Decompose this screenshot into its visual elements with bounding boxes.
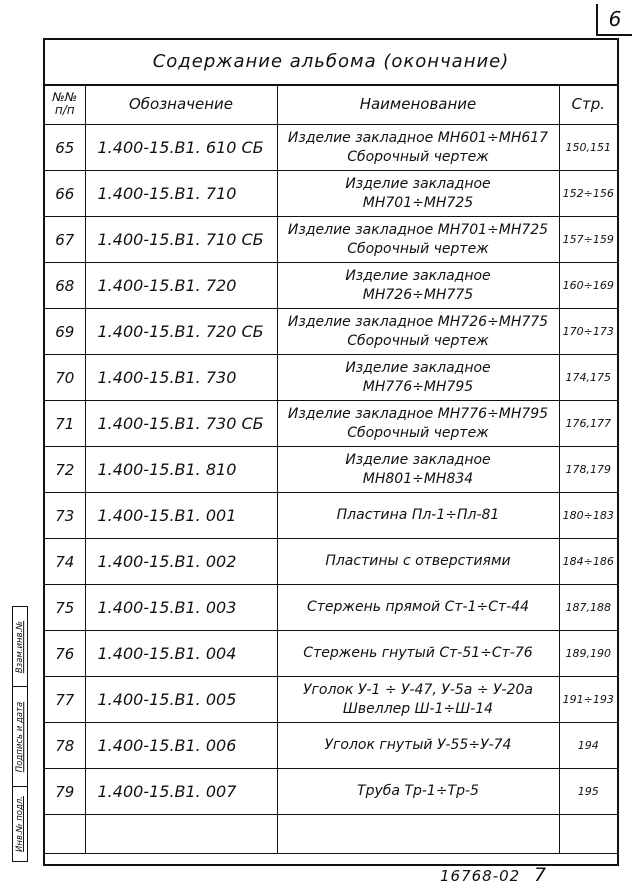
row-page: 174,175: [559, 355, 617, 401]
row-page: 157÷159: [559, 217, 617, 263]
empty-cell: [85, 815, 277, 854]
row-designation: 1.400-15.В1. 004: [85, 631, 277, 677]
row-number: 67: [45, 217, 85, 263]
row-name-line1: Труба Тр-1÷Тр-5: [357, 783, 479, 799]
stamp-cell-original: [13, 787, 27, 860]
row-designation: 1.400-15.В1. 005: [85, 677, 277, 723]
row-page: 191÷193: [559, 677, 617, 723]
table-row: [45, 125, 617, 171]
row-designation: 1.400-15.В1. 002: [85, 539, 277, 585]
row-name-line1: Уголок У-1 ÷ У-47, У-5а ÷ У-20а: [303, 681, 533, 698]
row-name: [277, 539, 559, 585]
header-num: №№ п/п: [45, 84, 85, 125]
row-number: 76: [45, 631, 85, 677]
row-page: 187,188: [559, 585, 617, 631]
table-row: [45, 493, 617, 539]
row-name-line1: Изделие закладное: [345, 267, 491, 284]
row-name: [277, 401, 559, 447]
empty-cell: [559, 815, 617, 854]
row-page: 194: [559, 723, 617, 769]
row-name-line2: МН776÷МН795: [362, 378, 474, 395]
album-title: Содержание альбома (окончание): [45, 40, 617, 86]
contents-table: [45, 84, 617, 854]
row-designation: 1.400-15.В1. 730 СБ: [85, 401, 277, 447]
header-page: Стр.: [559, 84, 617, 125]
row-name-line1: Уголок гнутый У-55÷У-74: [324, 737, 512, 753]
row-number: 71: [45, 401, 85, 447]
table-row: [45, 585, 617, 631]
document-number: [440, 864, 547, 886]
table-row: [45, 769, 617, 815]
header-row: [45, 84, 617, 125]
row-name-line1: Изделие закладное МН726÷МН775: [287, 313, 549, 330]
row-name: [277, 125, 559, 171]
row-page: 160÷169: [559, 263, 617, 309]
table-row: [45, 217, 617, 263]
row-number: 68: [45, 263, 85, 309]
side-stamp: [12, 606, 28, 862]
row-name-line1: Изделие закладное МН701÷МН725: [287, 221, 549, 238]
row-name-line2: Сборочный чертеж: [347, 148, 489, 165]
empty-table-row: [45, 815, 617, 854]
row-designation: 1.400-15.В1. 730: [85, 355, 277, 401]
row-number: 69: [45, 309, 85, 355]
table-row: [45, 631, 617, 677]
row-name-line2: МН801÷МН834: [362, 470, 474, 487]
row-page: 150,151: [559, 125, 617, 171]
row-number: 72: [45, 447, 85, 493]
page-number: 6: [596, 4, 632, 36]
row-designation: 1.400-15.В1. 003: [85, 585, 277, 631]
row-page: 180÷183: [559, 493, 617, 539]
row-number: 66: [45, 171, 85, 217]
row-name-line2: Сборочный чертеж: [347, 240, 489, 257]
row-name: [277, 493, 559, 539]
row-designation: 1.400-15.В1. 710 СБ: [85, 217, 277, 263]
row-designation: 1.400-15.В1. 710: [85, 171, 277, 217]
row-designation: 1.400-15.В1. 006: [85, 723, 277, 769]
row-designation: 1.400-15.В1. 720 СБ: [85, 309, 277, 355]
row-name-line2: Сборочный чертеж: [347, 332, 489, 349]
row-name-line1: Изделие закладное: [345, 175, 491, 192]
empty-cell: [45, 815, 85, 854]
document-code: 16768-02: [440, 867, 521, 885]
empty-cell: [277, 815, 559, 854]
table-row: [45, 309, 617, 355]
table-row: [45, 171, 617, 217]
row-name: [277, 769, 559, 815]
stamp-label-original: Инв.№ подл.: [15, 795, 26, 852]
table-row: [45, 677, 617, 723]
row-name-line1: Изделие закладное: [345, 359, 491, 376]
row-designation: 1.400-15.В1. 720: [85, 263, 277, 309]
table-row: [45, 447, 617, 493]
row-name-line2: МН726÷МН775: [362, 286, 474, 303]
table-row: [45, 723, 617, 769]
contents-frame: [43, 38, 619, 866]
row-designation: 1.400-15.В1. 810: [85, 447, 277, 493]
table-row: [45, 355, 617, 401]
sheet-number: 7: [534, 864, 548, 886]
row-designation: 1.400-15.В1. 001: [85, 493, 277, 539]
row-name-line2: МН701÷МН725: [362, 194, 474, 211]
header-name: Наименование: [277, 84, 559, 125]
table-row: [45, 539, 617, 585]
row-page: 184÷186: [559, 539, 617, 585]
row-name-line1: Стержень прямой Ст-1÷Ст-44: [306, 599, 530, 615]
row-number: 78: [45, 723, 85, 769]
row-designation: 1.400-15.В1. 007: [85, 769, 277, 815]
row-name-line1: Стержень гнутый Ст-51÷Ст-76: [303, 645, 533, 661]
table-row: [45, 401, 617, 447]
row-page: 176,177: [559, 401, 617, 447]
row-name-line1: Пластина Пл-1÷Пл-81: [336, 507, 500, 523]
row-page: 195: [559, 769, 617, 815]
row-number: 77: [45, 677, 85, 723]
row-page: 178,179: [559, 447, 617, 493]
stamp-cell-replacement: [13, 607, 27, 687]
row-name-line1: Изделие закладное: [345, 451, 491, 468]
table-row: [45, 263, 617, 309]
row-number: 65: [45, 125, 85, 171]
stamp-label-replacement: Взам.инв.№: [15, 620, 25, 673]
row-name: [277, 585, 559, 631]
row-name: [277, 355, 559, 401]
row-number: 79: [45, 769, 85, 815]
row-name: [277, 447, 559, 493]
row-name-line1: Изделие закладное МН776÷МН795: [287, 405, 549, 422]
row-name-line2: Швеллер Ш-1÷Ш-14: [342, 700, 494, 717]
row-page: 152÷156: [559, 171, 617, 217]
row-name: [277, 677, 559, 723]
row-name: [277, 309, 559, 355]
row-number: 75: [45, 585, 85, 631]
row-name-line1: Изделие закладное МН601÷МН617: [287, 129, 549, 146]
row-number: 73: [45, 493, 85, 539]
row-number: 70: [45, 355, 85, 401]
stamp-cell-signature: [13, 687, 27, 787]
row-name: [277, 723, 559, 769]
stamp-label-signature: Подпись и дата: [15, 701, 26, 772]
row-name: [277, 171, 559, 217]
row-name-line1: Пластины с отверстиями: [325, 553, 511, 569]
row-page: 170÷173: [559, 309, 617, 355]
row-name: [277, 263, 559, 309]
row-name-line2: Сборочный чертеж: [347, 424, 489, 441]
row-page: 189,190: [559, 631, 617, 677]
row-number: 74: [45, 539, 85, 585]
header-designation: Обозначение: [85, 84, 277, 125]
row-designation: 1.400-15.В1. 610 СБ: [85, 125, 277, 171]
row-name: [277, 217, 559, 263]
row-name: [277, 631, 559, 677]
